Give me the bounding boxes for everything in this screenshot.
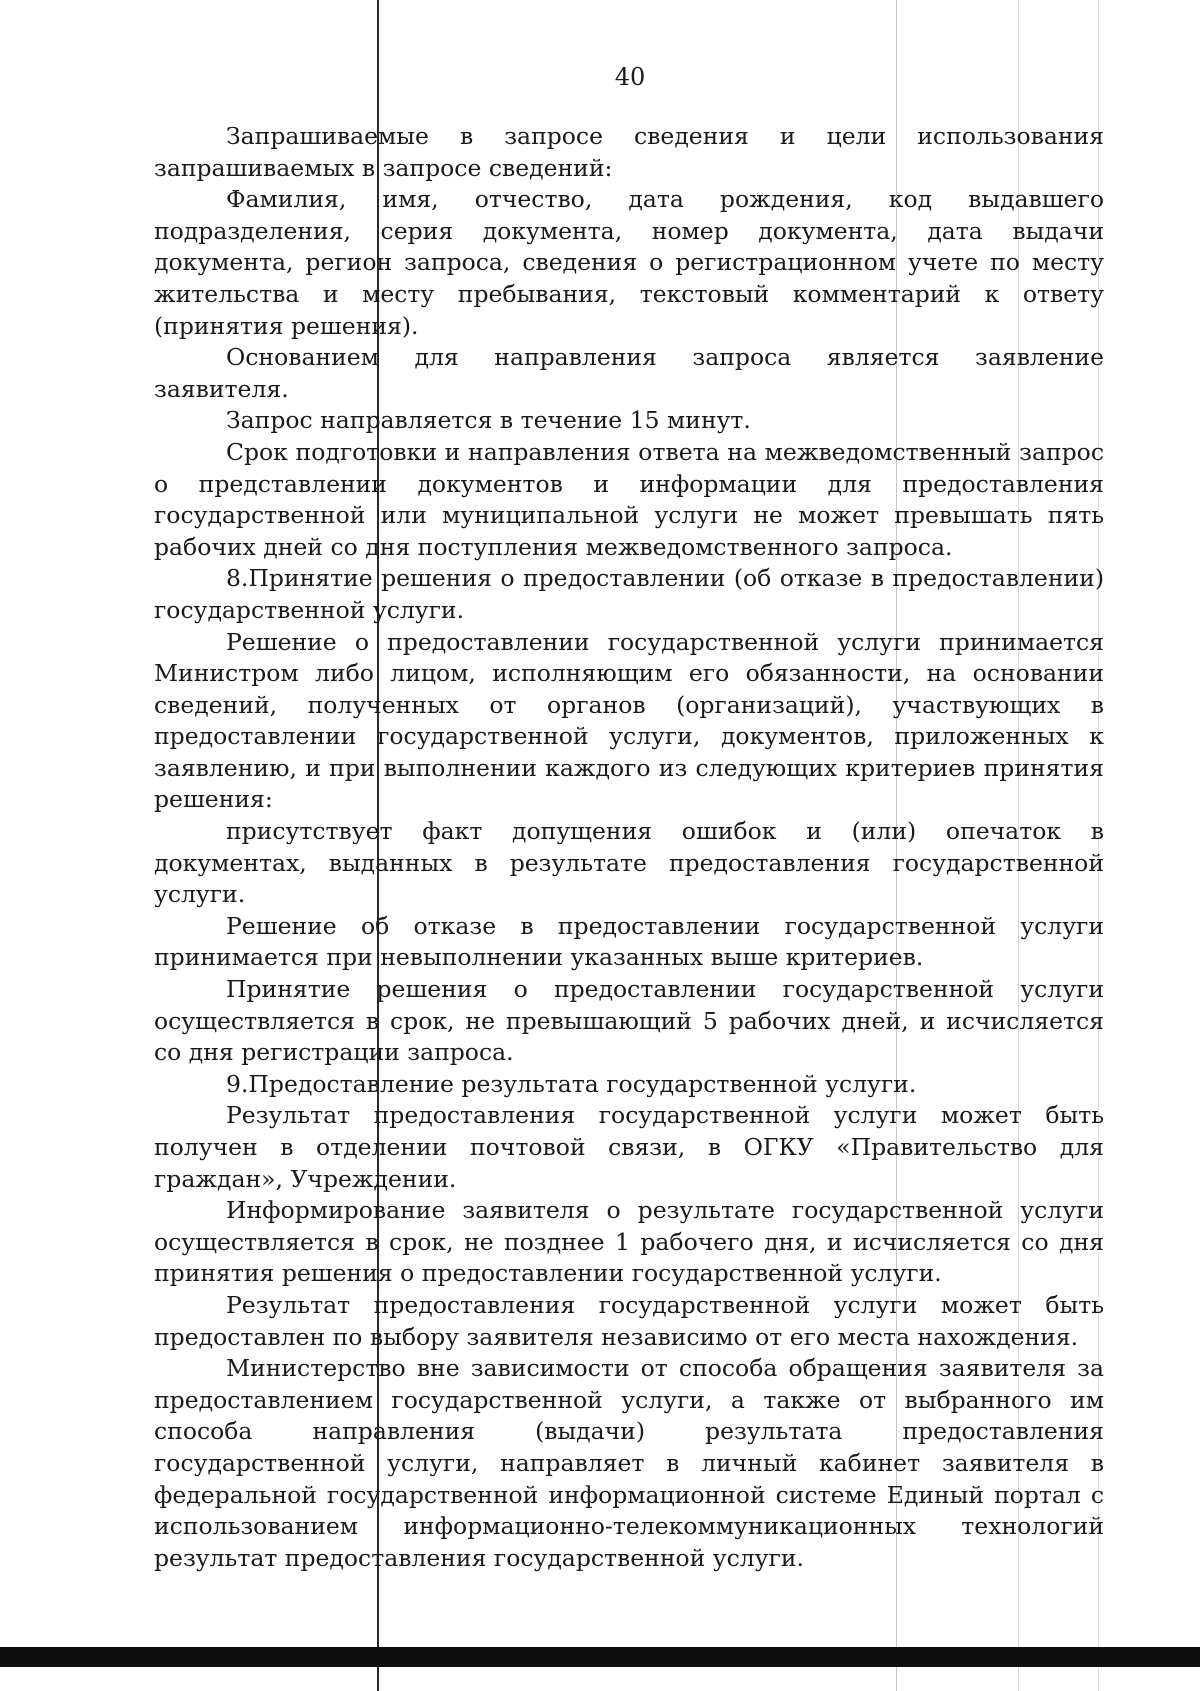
page-number: 40 — [614, 63, 646, 91]
section-heading-8: 8.Принятие решения о предоставлении (об отказе в предоставлении) государственной услуги. — [154, 564, 1104, 624]
paragraph: Результат предоставления государственной услуги может быть предоставлен по выбору заявителя независимо от его места нахождения. — [154, 1290, 1104, 1351]
paragraph: Информирование заявителя о результате государственной услуги осуществляется в срок, не позднее 1 рабочего дня, и исчисляется со дня принятия решения о предоставлении государственной услуги. — [154, 1196, 1104, 1288]
paragraph: Принятие решения о предоставлении государственной услуги осуществляется в срок, не превышающий 5 рабочих дней, и исчисляется со дня регистрации запроса. — [154, 975, 1104, 1067]
paragraph: Срок подготовки и направления ответа на межведомственный запрос о представлении документов и информации для предоставления государственной или муниципальной услуги не может превышать пять рабочих дней со дня поступления межведомственного запроса. — [154, 437, 1104, 561]
section-heading-9: 9.Предоставление результата государственной услуги. — [226, 1069, 917, 1098]
paragraph: Министерство вне зависимости от способа обращения заявителя за предоставлением государственной услуги, а также от выбранного им способа направления (выдачи) результата предоставления государственной услуги, направляет в личный кабинет заявителя в федеральной государственной информационной системе Единый портал с использованием информационно-телекоммуникационных технологий результат предоставления государственной услуги. — [154, 1354, 1104, 1572]
paragraph: Запрос направляется в течение 15 минут. — [226, 406, 751, 435]
document-body — [154, 121, 1104, 1574]
paragraph: Решение о предоставлении государственной услуги принимается Министром либо лицом, исполняющим его обязанности, на основании сведений, полученных от органов (организаций), участвующих в предоставлении государственной услуги, документов, приложенных к заявлению, и при выполнении каждого из следующих критериев принятия решения: — [154, 627, 1104, 814]
paragraph: Решение об отказе в предоставлении государственной услуги принимается при невыполнении указанных выше критериев. — [154, 911, 1104, 972]
paragraph: Результат предоставления государственной услуги может быть получен в отделении почтовой связи, в ОГКУ «Правительство для граждан», Учреждении. — [154, 1101, 1104, 1193]
paragraph: Запрашиваемые в запросе сведения и цели использования запрашиваемых в запросе сведений: — [154, 122, 1104, 182]
scan-artifact-bar — [0, 1647, 1200, 1667]
paragraph: присутствует факт допущения ошибок и (или) опечаток в документах, выданных в результате предоставления государственной услуги. — [154, 817, 1104, 909]
paragraph: Фамилия, имя, отчество, дата рождения, код выдавшего подразделения, серия документа, номер документа, дата выдачи документа, регион запроса, сведения о регистрационном учете по месту жительства и месту пребывания, текстовый комментарий к ответу (принятия решения). — [154, 185, 1104, 340]
paragraph: Основанием для направления запроса является заявление заявителя. — [154, 343, 1104, 403]
